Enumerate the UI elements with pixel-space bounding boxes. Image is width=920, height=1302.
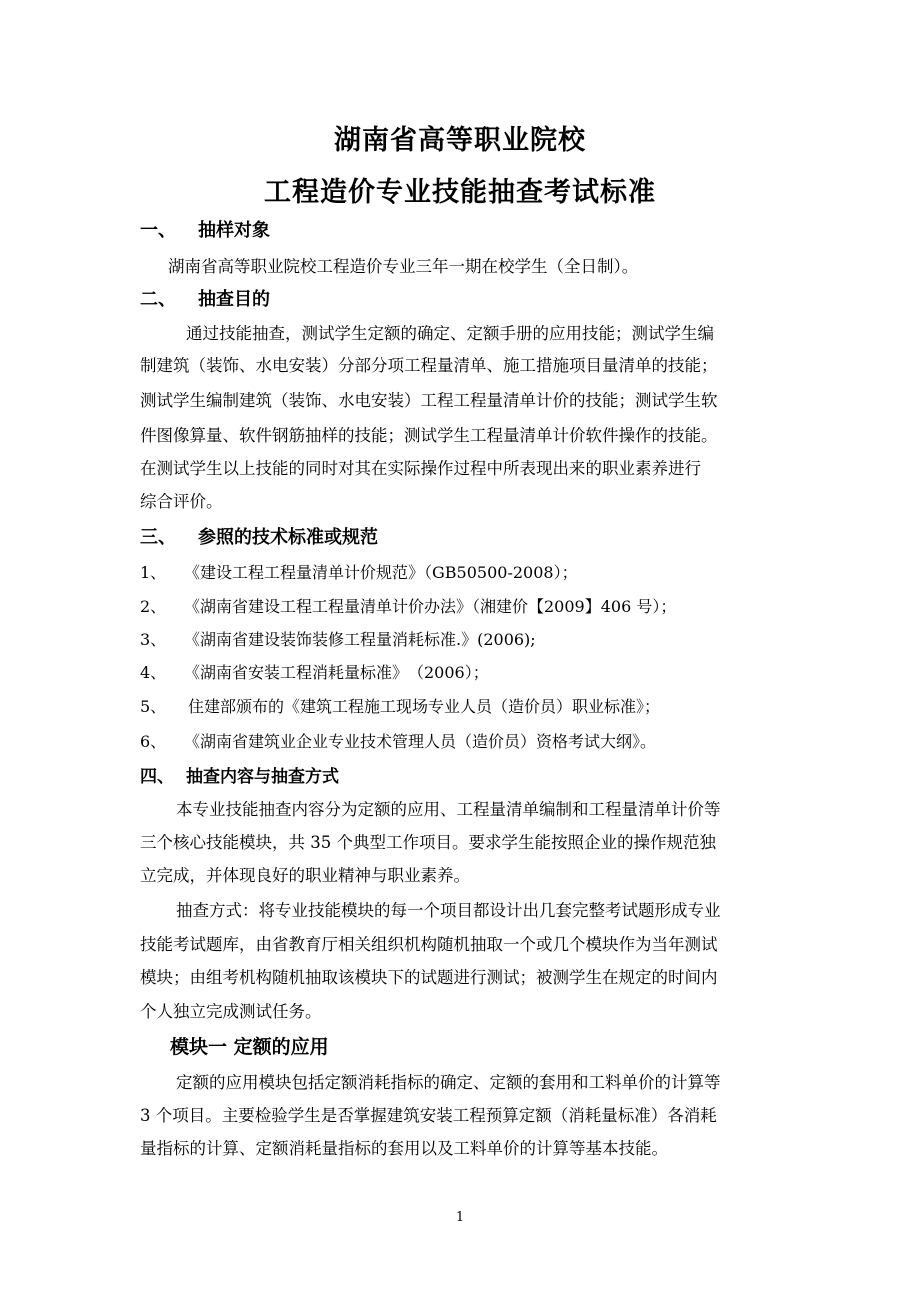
title-line-2: 工程造价专业技能抽查考试标准 xyxy=(264,177,656,208)
section-title: 抽查目的 xyxy=(198,289,270,310)
module-1-heading: 模块一 定额的应用 xyxy=(170,1036,329,1058)
paragraph-line: 抽查方式：将专业技能模块的每一个项目都设计出几套完整考试题形成专业 xyxy=(176,901,721,920)
reference-item: 1、 《建设工程工程量清单计价规范》（GB50500-2008）； xyxy=(140,563,578,582)
section-number: 三、 xyxy=(140,527,176,548)
paragraph-line: 在测试学生以上技能的同时对其在实际操作过程中所表现出来的职业素养进行 xyxy=(140,459,701,478)
page-number: 1 xyxy=(455,1210,465,1225)
section-number: 四、 xyxy=(140,767,174,787)
section-2-heading xyxy=(140,285,270,311)
paragraph-line: 制建筑（装饰、水电安装）分部分项工程量清单、施工措施项目量清单的技能； xyxy=(140,356,718,375)
paragraph-line: 本专业技能抽查内容分为定额的应用、工程量清单编制和工程量清单计价等 xyxy=(176,800,721,819)
section-title: 抽样对象 xyxy=(198,220,270,241)
paragraph-line: 测试学生编制建筑（装饰、水电安装）工程工程量清单计价的技能；测试学生软 xyxy=(140,391,718,410)
paragraph-line: 通过技能抽查，测试学生定额的确定、定额手册的应用技能；测试学生编 xyxy=(186,324,714,343)
paragraph-line: 综合评价。 xyxy=(140,492,223,511)
paragraph-line: 3 个项目。主要检验学生是否掌握建筑安装工程预算定额（消耗量标准）各消耗 xyxy=(140,1106,717,1125)
paragraph-line: 定额的应用模块包括定额消耗指标的确定、定额的套用和工料单价的计算等 xyxy=(176,1073,721,1092)
reference-item: 3、 《湖南省建设装饰装修工程量消耗标准.》(2006); xyxy=(140,630,536,649)
section-1-text: 湖南省高等职业院校工程造价专业三年一期在校学生（全日制）。 xyxy=(168,257,639,276)
paragraph-line: 技能考试题库，由省教育厅相关组织机构随机抽取一个或几个模块作为当年测试 xyxy=(140,935,718,954)
section-title: 参照的技术标准或规范 xyxy=(198,527,378,548)
section-title: 抽查内容与抽查方式 xyxy=(186,767,339,787)
paragraph-line: 模块；由组考机构随机抽取该模块下的试题进行测试；被测学生在规定的时间内 xyxy=(140,968,718,987)
section-4-heading xyxy=(140,762,339,787)
paragraph-line: 立完成，并体现良好的职业精神与职业素养。 xyxy=(140,866,470,885)
reference-item: 6、 《湖南省建筑业企业专业技术管理人员（造价员）资格考试大纲》。 xyxy=(140,732,657,751)
title-line-1: 湖南省高等职业院校 xyxy=(334,125,586,156)
reference-item: 2、 《湖南省建设工程工程量清单计价办法》（湘建价【2009】406 号）； xyxy=(140,597,677,616)
reference-item: 5、 住建部颁布的《建筑工程施工现场专业人员（造价员）职业标准》； xyxy=(140,697,661,716)
section-3-heading xyxy=(140,523,378,549)
paragraph-line: 量指标的计算、定额消耗量指标的套用以及工料单价的计算等基本技能。 xyxy=(140,1139,668,1158)
section-1-heading xyxy=(140,216,270,242)
section-number: 二、 xyxy=(140,289,176,310)
reference-item: 4、 《湖南省安装工程消耗量标准》 （2006）； xyxy=(140,663,489,682)
paragraph-line: 个人独立完成测试任务。 xyxy=(140,1002,322,1021)
section-number: 一、 xyxy=(140,220,176,241)
paragraph-line: 件图像算量、软件钢筋抽样的技能；测试学生工程量清单计价软件操作的技能。 xyxy=(140,426,718,445)
paragraph-line: 三个核心技能模块，共 35 个典型工作项目。要求学生能按照企业的操作规范独 xyxy=(140,833,716,852)
